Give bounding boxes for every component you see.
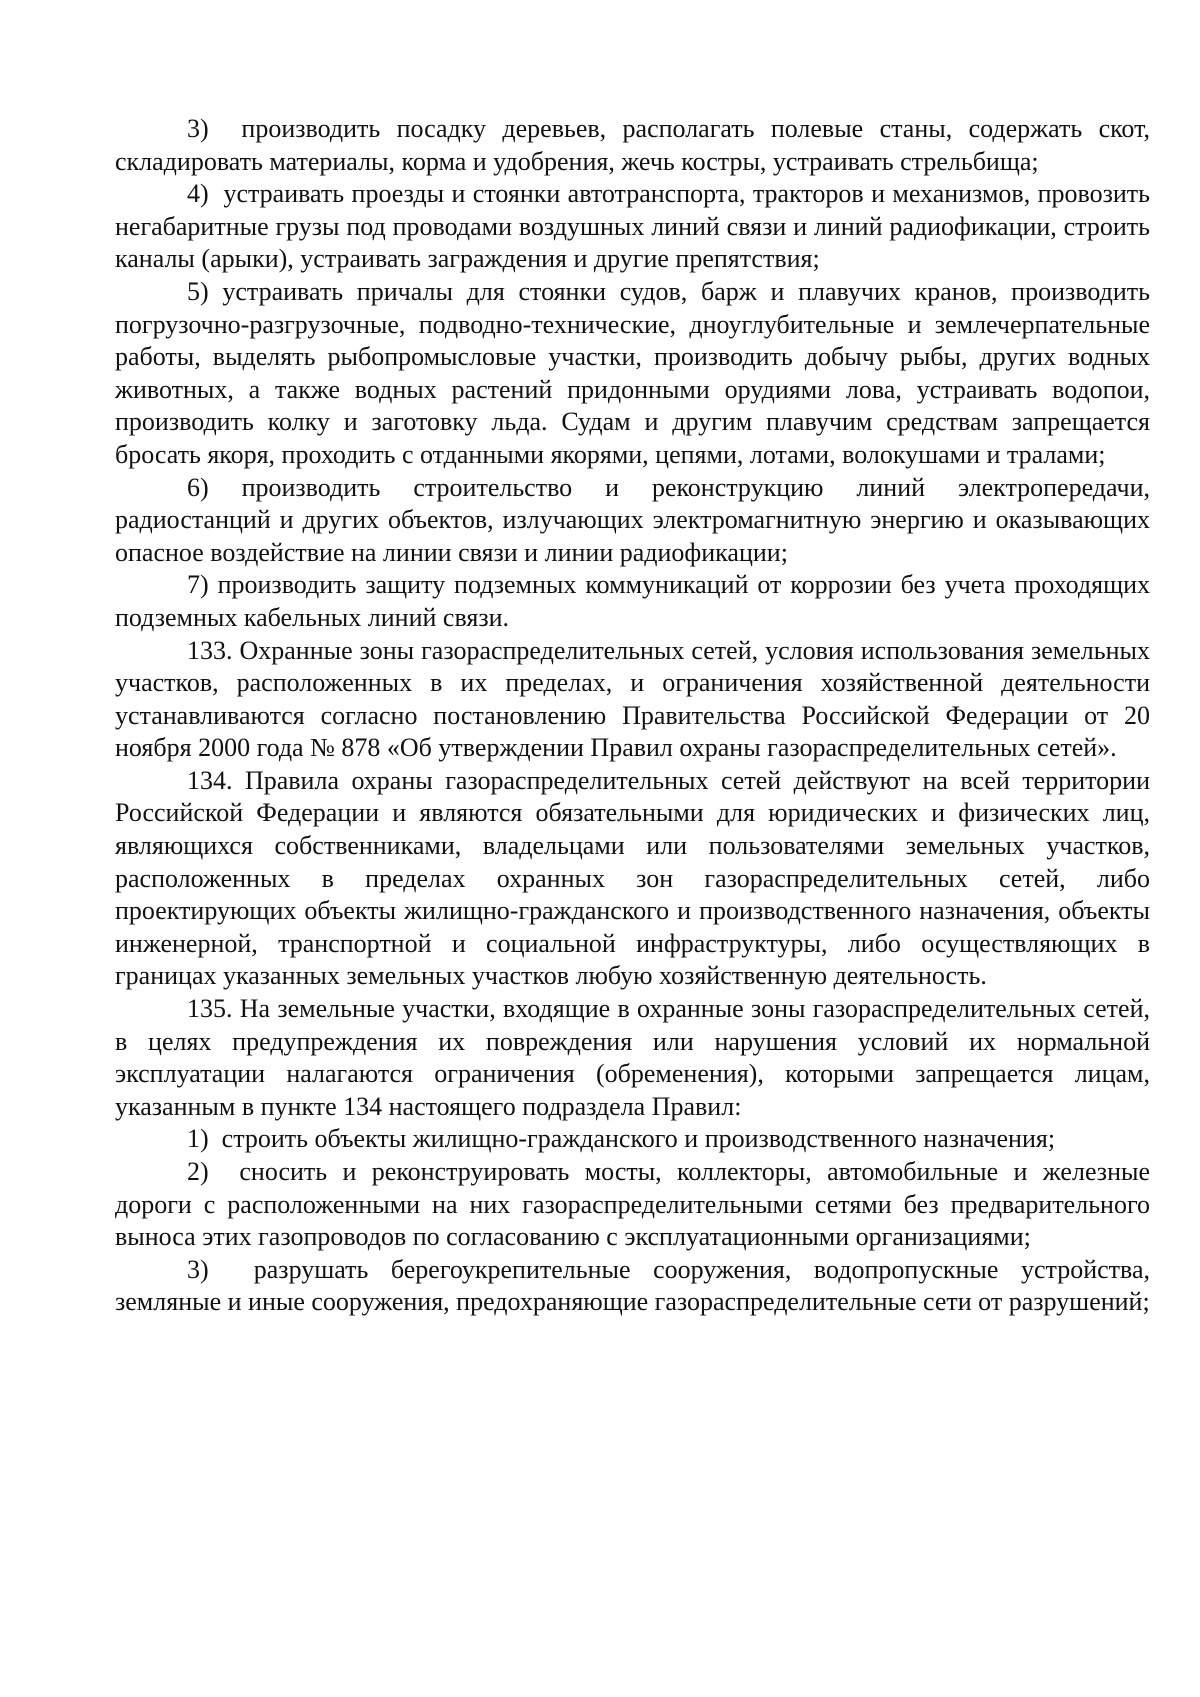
paragraph-item-2: 2) сносить и реконструировать мосты, коллекторы, автомобильные и железные дороги с расположенными на них газораспределительными сетями без предварительного выноса этих газопроводов по согласованию с эксплуатационными организациями; [115,1157,1150,1252]
paragraph-clause-135: 135. На земельные участки, входящие в охранные зоны газораспределительных сетей, в целях предупреждения их повреждения или нарушения условий их нормальной эксплуатации налагаются ограничения (обременения), которыми запрещается лицам, указанным в пункте 134 настоящего подраздела Правил: [115,994,1150,1121]
paragraph-item-4: 4) устраивать проезды и стоянки автотранспорта, тракторов и механизмов, провозить негабаритные грузы под проводами воздушных линий связи и линий радиофикации, строить каналы (арыки), устраивать заграждения и другие препятствия; [115,179,1150,274]
paragraph-item-1: 1) строить объекты жилищно-гражданского и производственного назначения; [187,1124,1056,1154]
document-body [115,113,1150,1319]
paragraph-item-5: 5) устраивать причалы для стоянки судов, барж и плавучих кранов, производить погрузочно-разгрузочные, подводно-технические, дноуглубительные и землечерпательные работы, выделять рыбопромысловые участки, производить добычу рыбы, других водных животных, а также водных растений придонными орудиями лова, устраивать водопои, производить колку и заготовку льда. Судам и другим плавучим средствам запрещается бросать якоря, проходить с отданными якорями, цепями, лотами, волокушами и тралами; [115,276,1150,469]
paragraph-clause-133: 133. Охранные зоны газораспределительных сетей, условия использования земельных участков, расположенных в их пределах, и ограничения хозяйственной деятельности устанавливаются согласно постановлению Правительства Российской Федерации от 20 ноября 2000 года № 878 «Об утверждении Правил охраны газораспределительных сетей». [115,635,1150,763]
paragraph-clause-134: 134. Правила охраны газораспределительных сетей действуют на всей территории Российской Федерации и являются обязательными для юридических и физических лиц, являющихся собственниками, владельцами или пользователями земельных участков, расположенных в пределах охранных зон газораспределительных сетей, либо проектирующих объекты жилищно-гражданского и производственного назначения, объекты инженерной, транспортной и социальной инфраструктуры, либо осуществляющих в границах указанных земельных участков любую хозяйственную деятельность. [115,765,1150,991]
paragraph-item-7: 7) производить защиту подземных коммуникаций от коррозии без учета проходящих подземных кабельных линий связи. [115,570,1150,632]
paragraph-item-6: 6) производить строительство и реконструкцию линий электропередачи, радиостанций и других объектов, излучающих электромагнитную энергию и оказывающих опасное воздействие на линии связи и линии радиофикации; [115,472,1150,567]
paragraph-item-3-second: 3) разрушать берегоукрепительные сооружения, водопропускные устройства, земляные и иные сооружения, предохраняющие газораспределительные сети от разрушений; [115,1254,1150,1317]
paragraph-item-3: 3) производить посадку деревьев, располагать полевые станы, содержать скот, складировать материалы, корма и удобрения, жечь костры, устраивать стрельбища; [115,114,1150,176]
